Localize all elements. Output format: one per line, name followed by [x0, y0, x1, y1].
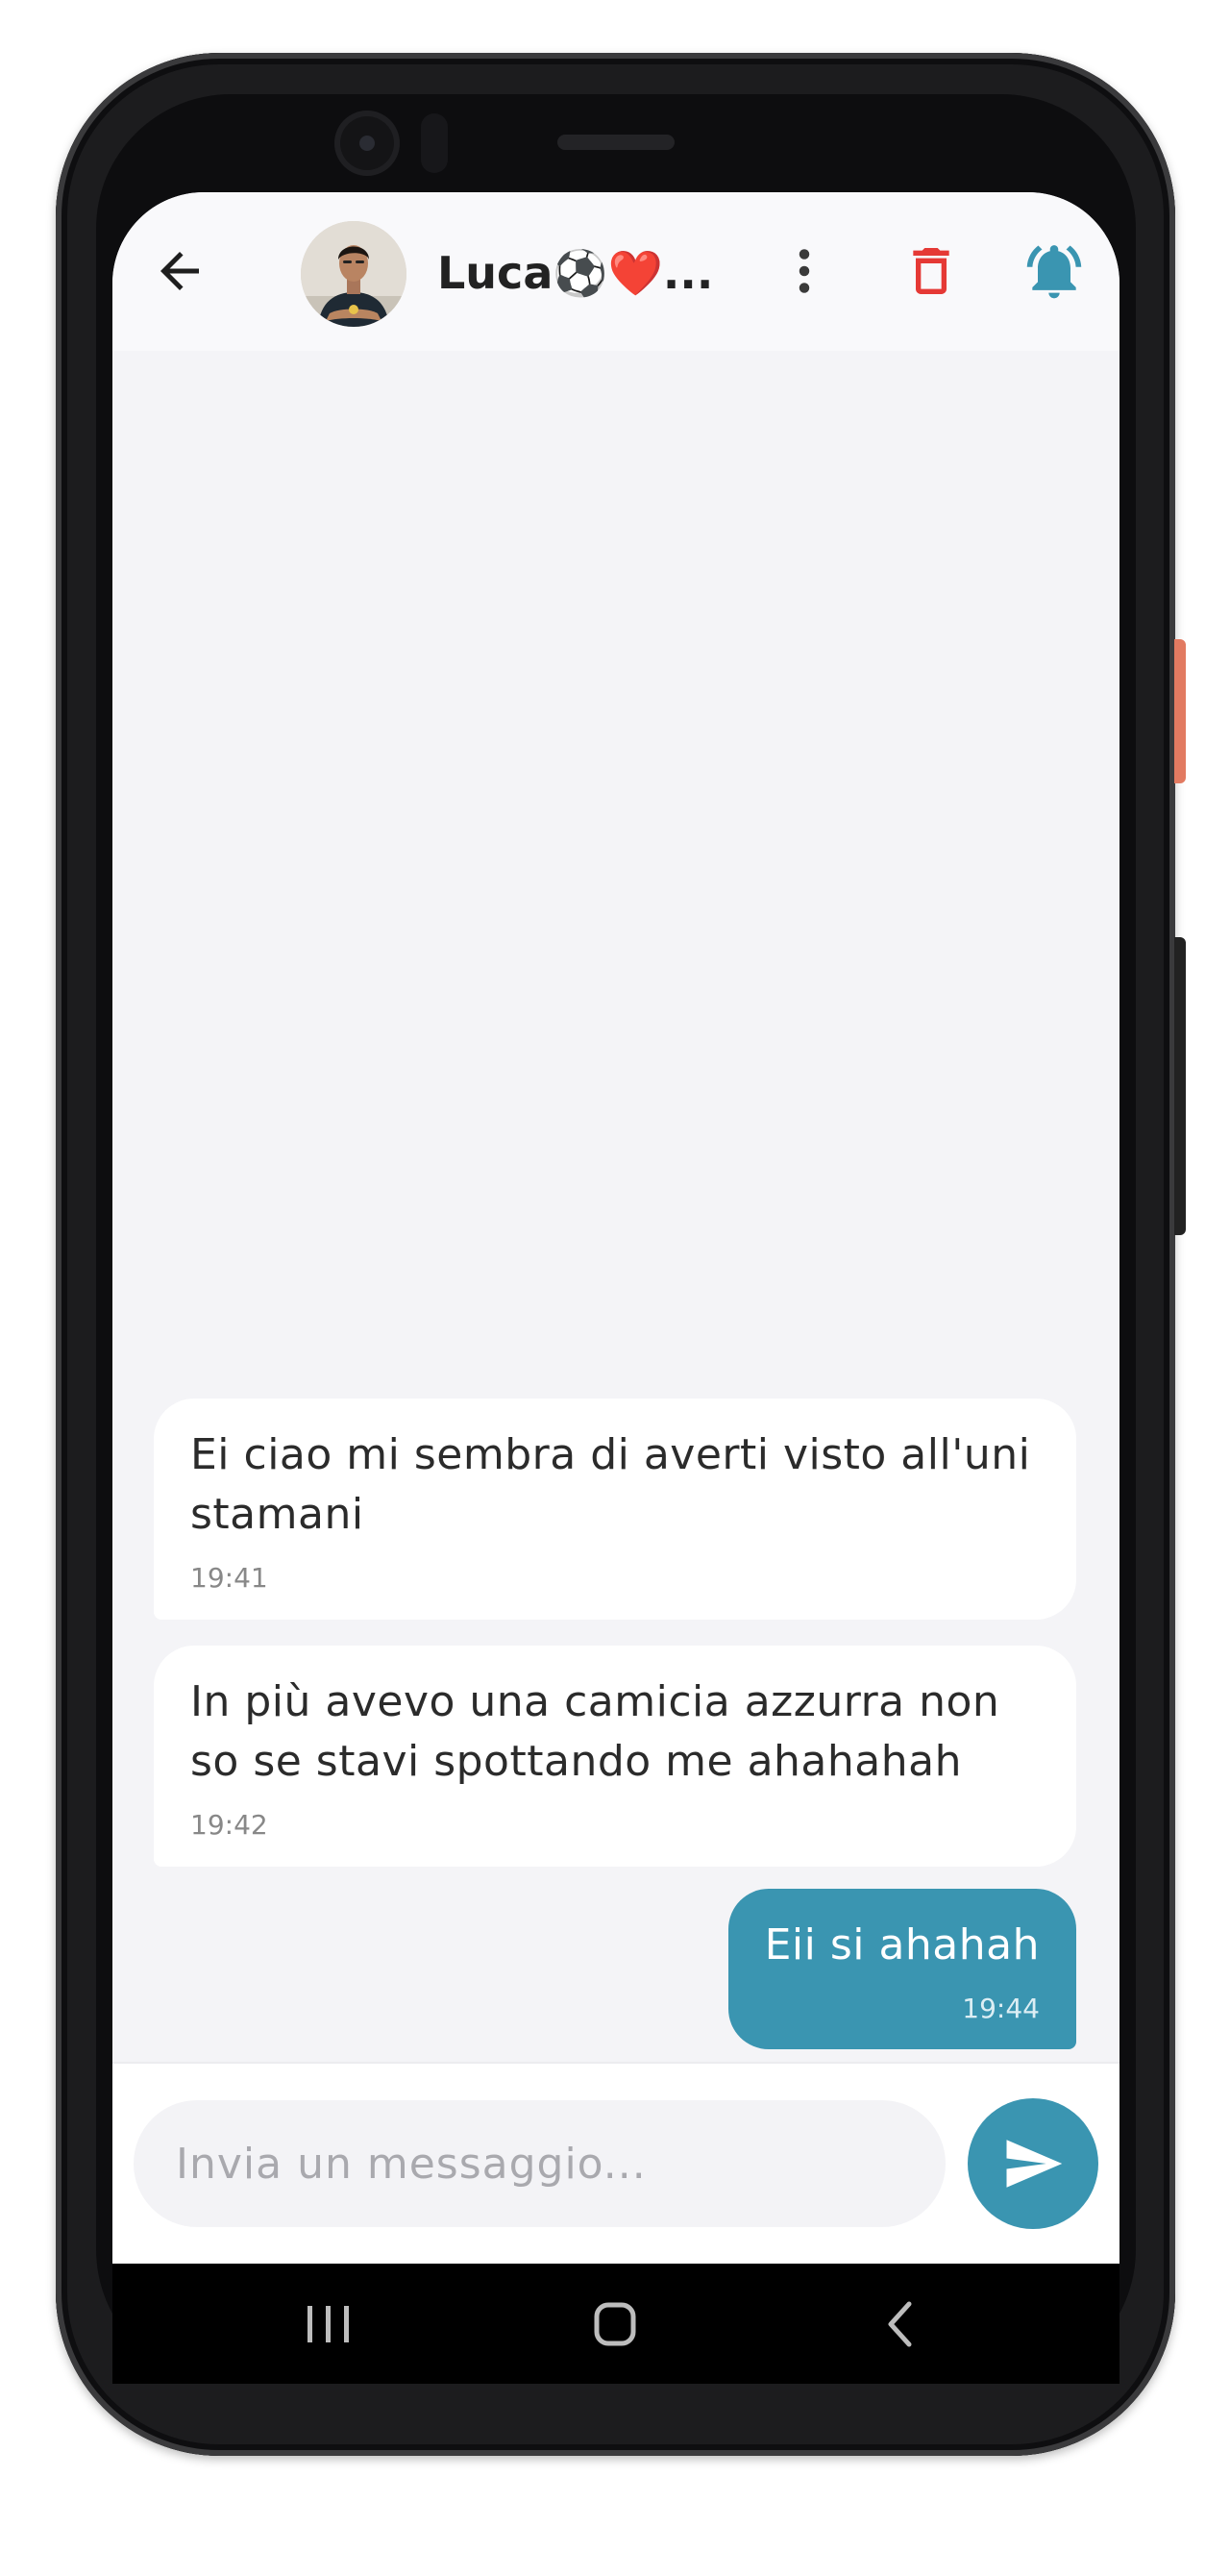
front-camera — [334, 111, 400, 176]
message-input[interactable] — [134, 2100, 946, 2227]
proximity-sensor — [421, 113, 448, 173]
notifications-button[interactable] — [1021, 238, 1087, 304]
message-bubble-sent[interactable] — [728, 1889, 1076, 2049]
message-bubble-received[interactable] — [154, 1399, 1076, 1620]
earpiece-speaker — [557, 135, 675, 150]
chat-header — [112, 192, 1119, 351]
message-time: 19:44 — [962, 1993, 1040, 2024]
volume-button — [1174, 937, 1186, 1235]
bell-ringing-icon — [1021, 238, 1087, 304]
side-button — [1174, 639, 1186, 783]
system-navigation-bar — [112, 2264, 1119, 2384]
back-nav-button[interactable] — [867, 2292, 934, 2356]
send-icon — [1001, 2132, 1065, 2195]
home-button[interactable] — [581, 2292, 649, 2356]
trash-icon — [900, 240, 962, 302]
contact-name[interactable]: Luca⚽❤️... — [437, 247, 714, 299]
more-vertical-icon — [775, 242, 833, 300]
arrow-left-icon — [151, 242, 209, 300]
message-list[interactable] — [112, 351, 1119, 2254]
message-text: Ei ciao mi sembra di averti visto all'uni stamani — [190, 1430, 1031, 1539]
back-button[interactable] — [151, 242, 209, 300]
delete-chat-button[interactable] — [900, 240, 962, 302]
home-icon — [581, 2292, 649, 2356]
more-options-button[interactable] — [775, 242, 833, 300]
avatar-photo — [301, 221, 406, 327]
message-text: In più avevo una camicia azzurra non so se stavi spottando me ahahahah — [190, 1677, 1000, 1786]
chevron-left-icon — [867, 2292, 934, 2356]
recent-apps-icon — [295, 2292, 362, 2356]
contact-avatar[interactable] — [301, 221, 406, 327]
message-composer — [112, 2062, 1119, 2264]
send-button[interactable] — [968, 2098, 1098, 2229]
recent-apps-button[interactable] — [295, 2292, 362, 2356]
message-time: 19:41 — [190, 1562, 268, 1594]
message-time: 19:42 — [190, 1809, 268, 1841]
message-bubble-received[interactable] — [154, 1646, 1076, 1867]
chat-screen — [112, 192, 1119, 2264]
message-text: Eii si ahahah — [764, 1920, 1040, 1969]
